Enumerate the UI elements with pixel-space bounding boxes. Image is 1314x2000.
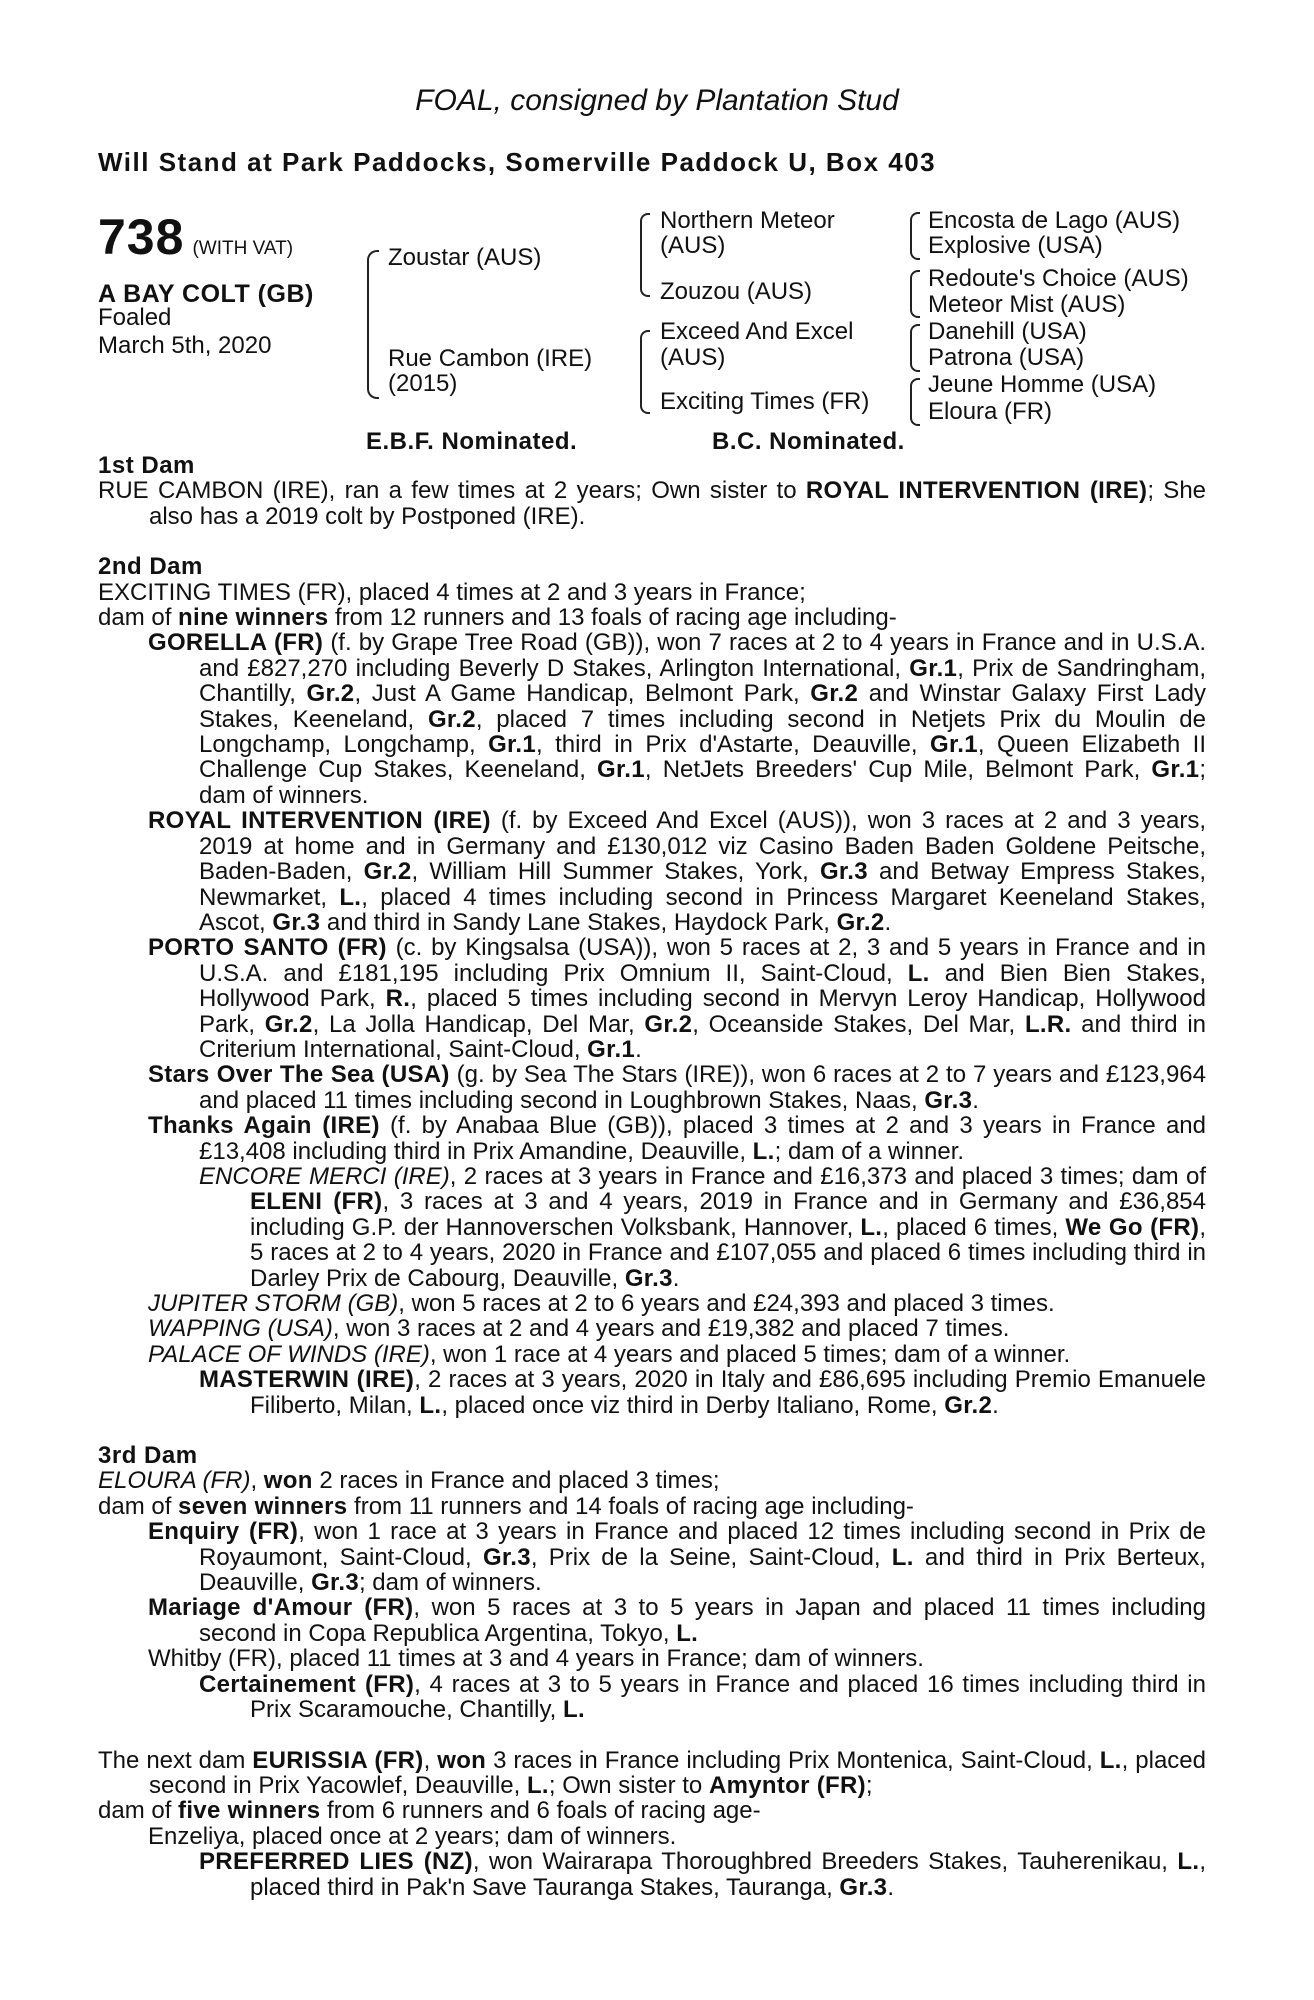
pedigree-dam-sire-line1: Exceed And Excel [660, 318, 854, 345]
progeny-entry: Whitby (FR), placed 11 times at 3 and 4 years in France; dam of winners. [148, 1645, 924, 1673]
consignment-line: FOAL, consigned by Plantation Stud [415, 84, 899, 117]
progeny-entry: Stars Over The Sea (USA) (g. by Sea The Stars (IRE)), won 6 races at 2 to 7 years and £123,964 and placed 11 times including second in Loughbrown Stakes, Naas, Gr.3. [148, 1061, 1206, 1114]
pedigree-dds: Jeune Homme (USA) [928, 371, 1157, 398]
progeny-entry: PORTO SANTO (FR) (c. by Kingsalsa (USA)), won 5 races at 2, 3 and 5 years in France and in U.S.A. and £181,195 including Prix Omnium II, Saint-Cloud, L. and Bien Bien Stakes, Hollywood Park, R., placed 5 times including second in Mervyn Leroy Handicap, Hollywood Park, Gr.2, La Jolla Handicap, Del Mar, Gr.2, Oceanside Stakes, Del Mar, L.R. and third in Criterium International, Saint-Cloud, Gr.1. [148, 934, 1206, 1063]
pedigree-sire-sire-line2: (AUS) [660, 232, 726, 259]
lot-number: 738 [98, 209, 185, 265]
progeny-entry: JUPITER STORM (GB), won 5 races at 2 to 6 years and £24,393 and placed 3 times. [148, 1290, 1055, 1317]
pedigree-dam-dam: Exciting Times (FR) [660, 388, 870, 415]
foaled-label: Foaled [98, 304, 172, 331]
progeny-entry: MASTERWIN (IRE), 2 races at 3 years, 2020 in Italy and £86,695 including Premio Emanuele Filiberto, Milan, L., placed once viz third in Derby Italiano, Rome, Gr.2. [199, 1366, 1207, 1419]
brace-4b [910, 270, 920, 318]
progeny-entry: Enzeliya, placed once at 2 years; dam of winners. [148, 1822, 677, 1850]
foaled-date: March 5th, 2020 [98, 332, 272, 359]
bc-nominated: B.C. Nominated. [712, 428, 905, 455]
progeny-entry: Mariage d'Amour (FR), won 5 races at 3 to 5 years in Japan and placed 11 times including second in Copa Republica Argentina, Tokyo, L. [148, 1594, 1206, 1647]
brace-4a [910, 212, 920, 260]
progeny-entry: Enquiry (FR), won 1 race at 3 years in France and placed 12 times including second in Prix de Royaumont, Saint-Cloud, Gr.3, Prix de la Seine, Saint-Cloud, L. and third in Prix Berteux, Deauville, Gr.3; dam of winners. [148, 1518, 1206, 1597]
pedigree-sire-sire-line1: Northern Meteor [660, 207, 835, 234]
pedigree-dsd: Patrona (USA) [928, 344, 1085, 371]
dam-lines [98, 453, 1206, 1900]
lot-description: A BAY COLT (GB) [98, 280, 314, 308]
next-dam-progeny [98, 1824, 1206, 1900]
pedigree-sds: Redoute's Choice (AUS) [928, 265, 1189, 292]
pedigree-dam-line2: (2015) [388, 370, 458, 397]
second-dam-dam-of: dam of nine winners from 12 runners and 13 foals of racing age including- [98, 604, 897, 632]
second-dam-heading: 2nd Dam [98, 553, 203, 581]
pedigree-ddd: Eloura (FR) [928, 398, 1053, 425]
first-dam-text: RUE CAMBON (IRE), ran a few times at 2 years; Own sister to ROYAL INTERVENTION (IRE); She also has a 2019 colt by Postponed (IRE). [98, 477, 1207, 530]
sire-side-brace [640, 213, 650, 297]
progeny-entry: PALACE OF WINDS (IRE), won 1 race at 4 years and placed 5 times; dam of a winner. [148, 1340, 1071, 1368]
brace-4d [910, 378, 920, 426]
progeny-entry: Certainement (FR), 4 races at 3 to 5 years in France and placed 16 times including third in Prix Scaramouche, Chantilly, L. [199, 1670, 1206, 1724]
pedigree-dss: Danehill (USA) [928, 318, 1087, 345]
progeny-entry: ENCORE MERCI (IRE), 2 races at 3 years in France and £16,373 and placed 3 times; dam of ELENI (FR), 3 races at 3 and 4 years, 2019 in France and in Germany and £36,854 including G.P. der Hannoverschen Volksbank, Hannover, L., placed 6 times, We Go (FR), 5 races at 2 to 4 years, 2020 in France and £107,055 and placed 6 times including third in Darley Prix de Cabourg, Deauville, Gr.3. [199, 1162, 1206, 1292]
pedigree-ssd: Explosive (USA) [928, 232, 1103, 259]
pedigree-sire-dam: Zouzou (AUS) [660, 278, 813, 305]
progeny-entry: WAPPING (USA), won 3 races at 2 and 4 years and £19,382 and placed 7 times. [148, 1315, 1010, 1343]
pedigree-sdd: Meteor Mist (AUS) [928, 291, 1126, 318]
pedigree-dam-line1: Rue Cambon (IRE) [388, 345, 593, 372]
pedigree-sss: Encosta de Lago (AUS) [928, 207, 1181, 234]
vat-note: (WITH VAT) [192, 238, 294, 259]
lot-heading [98, 208, 293, 266]
third-dam-intro: ELOURA (FR), won 2 races in France and placed 3 times; [98, 1467, 720, 1495]
third-dam-progeny [98, 1519, 1206, 1722]
dam-side-brace [640, 330, 650, 414]
brace-4c [910, 324, 920, 372]
third-dam-heading: 3rd Dam [98, 1442, 198, 1470]
first-dam-heading: 1st Dam [98, 452, 195, 479]
pedigree-dam-sire-line2: (AUS) [660, 344, 726, 371]
next-dam-dam-of: dam of five winners from 6 runners and 6 foals of racing age- [98, 1797, 761, 1825]
second-dam-intro: EXCITING TIMES (FR), placed 4 times at 2 and 3 years in France; [98, 578, 806, 606]
stand-location: Will Stand at Park Paddocks, Somerville Paddock U, Box 403 [98, 147, 937, 177]
progeny-entry: PREFERRED LIES (NZ), won Wairarapa Thoroughbred Breeders Stakes, Tauherenikau, L., placed third in Pak'n Save Tauranga Stakes, Tauranga, Gr.3. [199, 1848, 1206, 1901]
progeny-entry: Thanks Again (IRE) (f. by Anabaa Blue (GB)), placed 3 times at 2 and 3 years in France and £13,408 including third in Prix Amandine, Deauville, L.; dam of a winner. [148, 1112, 1206, 1165]
ebf-nominated: E.B.F. Nominated. [366, 428, 578, 455]
progeny-entry: ROYAL INTERVENTION (IRE) (f. by Exceed And Excel (AUS)), won 3 races at 2 and 3 years, 2019 at home and in Germany and £130,012 viz Casino Baden Baden Goldene Peitsche, Baden-Baden, Gr.2, William Hill Summer Stakes, York, Gr.3 and Betway Empress Stakes, Newmarket, L., placed 4 times including second in Princess Margaret Keeneland Stakes, Ascot, Gr.3 and third in Sandy Lane Stakes, Haydock Park, Gr.2. [148, 807, 1206, 936]
pedigree-sire: Zoustar (AUS) [388, 244, 542, 271]
second-dam-progeny [98, 630, 1206, 1418]
progeny-entry: GORELLA (FR) (f. by Grape Tree Road (GB)), won 7 races at 2 to 4 years in France and in U.S.A. and £827,270 including Beverly D Stakes, Arlington International, Gr.1, Prix de Sandringham, Chantilly, Gr.2, Just A Game Handicap, Belmont Park, Gr.2 and Winstar Galaxy First Lady Stakes, Keeneland, Gr.2, placed 7 times including second in Netjets Prix du Moulin de Longchamp, Longchamp, Gr.1, third in Prix d'Astarte, Deauville, Gr.1, Queen Elizabeth II Challenge Cup Stakes, Keeneland, Gr.1, NetJets Breeders' Cup Mile, Belmont Park, Gr.1; dam of winners. [148, 629, 1207, 809]
third-dam-dam-of: dam of seven winners from 11 runners and 14 foals of racing age including- [98, 1492, 914, 1520]
foaled-info [98, 304, 271, 360]
next-dam-text: The next dam EURISSIA (FR), won 3 races in France including Prix Montenica, Saint-Cloud, L., placed second in Prix Yacowlef, Deauville, L.; Own sister to Amyntor (FR); [98, 1746, 1207, 1799]
sire-dam-brace [367, 250, 379, 399]
